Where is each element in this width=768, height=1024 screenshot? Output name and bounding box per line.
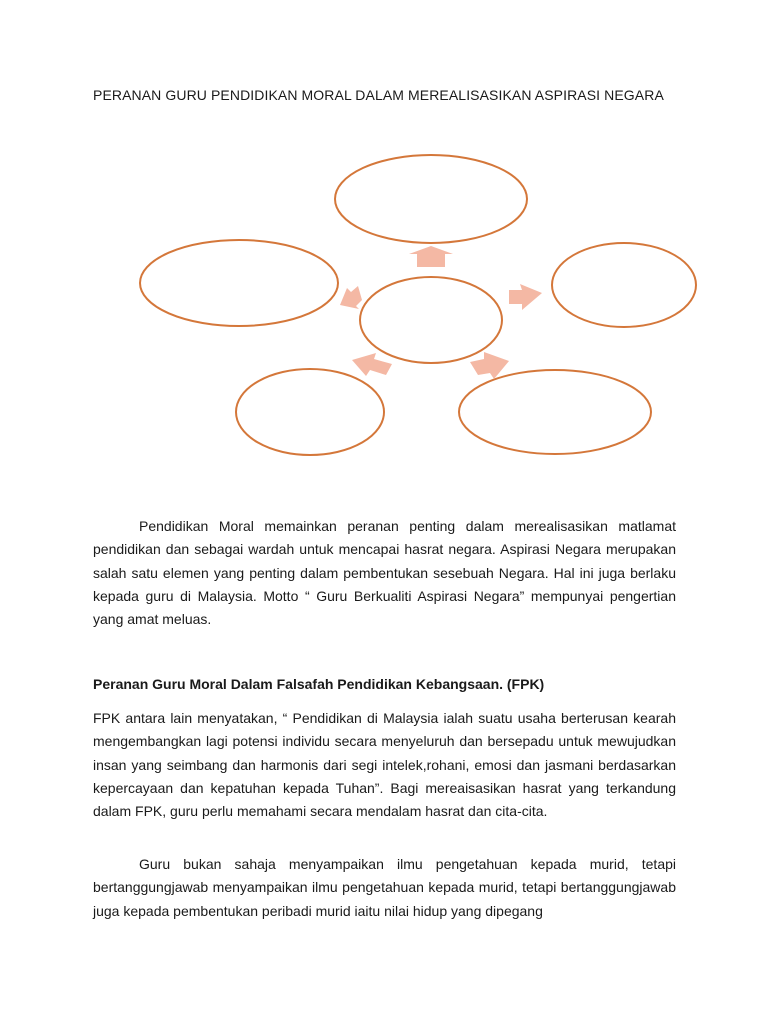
top-ellipse <box>335 155 527 243</box>
paragraph-fpk: FPK antara lain menyatakan, “ Pendidikan di Malaysia ialah suatu usaha berterusan kearah mengembangkan lagi potensi individu secara menyeluruh dan bersepadu untuk mewujudkan insan yang seimbang dan harmonis dari segi intelek,rohani, emosi dan jasmani berdasarkan kepercayaan dan kepatuhan kepada Tuhan”. Bagi mereaisasikan hasrat yang terkandung dalam FPK, guru perlu memahami secara mendalam hasrat dan cita-cita. <box>93 710 676 820</box>
center-ellipse <box>360 277 502 363</box>
right-ellipse <box>552 243 696 327</box>
arrow-right-shape <box>509 284 542 310</box>
bottom-left-ellipse <box>236 369 384 455</box>
section-heading: Peranan Guru Moral Dalam Falsafah Pendidikan Kebangsaan. (FPK) <box>93 676 545 692</box>
document-title: PERANAN GURU PENDIDIKAN MORAL DALAM MEREALISASIKAN ASPIRASI NEGARA <box>93 87 664 103</box>
arrow-up-left-shape <box>340 286 362 309</box>
left-ellipse <box>140 240 338 326</box>
arrow-down-left-shape <box>352 353 392 376</box>
radial-diagram <box>0 0 768 480</box>
arrow-up-shape <box>409 246 453 267</box>
paragraph-guru: Guru bukan sahaja menyampaikan ilmu pengetahuan kepada murid, tetapi bertanggungjawab menyampaikan ilmu pengetahuan kepada murid, tetapi bertanggungjawab juga kepada pembentukan peribadi murid iaitu nilai hidup yang dipegang <box>93 856 676 919</box>
arrow-down-right-shape <box>470 352 509 379</box>
bottom-right-ellipse <box>459 370 651 454</box>
paragraph-intro: Pendidikan Moral memainkan peranan penting dalam merealisasikan matlamat pendidikan dan sebagai wardah untuk mencapai hasrat negara. Aspirasi Negara merupakan salah satu elemen yang penting dalam pembentukan sesebuah Negara. Hal ini juga berlaku kepada guru di Malaysia. Motto “ Guru Berkualiti Aspirasi Negara” mempunyai pengertian yang amat meluas. <box>93 518 676 628</box>
